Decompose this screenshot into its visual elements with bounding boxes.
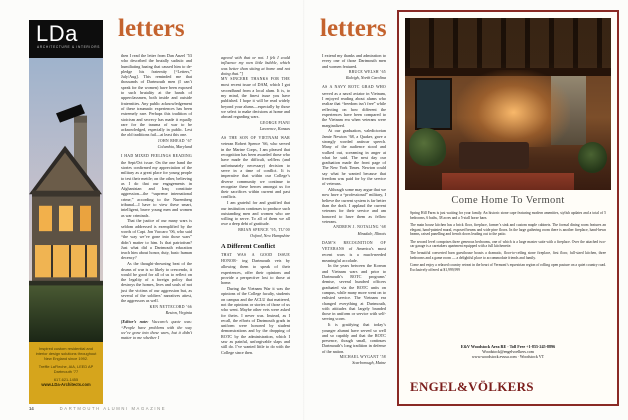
- signature-place: Columbia, Maryland: [157, 144, 192, 150]
- ad-paragraph: Spring Hill Farm is just waiting for your family. An historic stone cape featuring modern amenities, stylish updates and a total of 5 bedrooms, 6 baths, 38 acres and a 5-stall horse barn.: [410, 211, 606, 220]
- ad-paragraph: The beautiful converted barn guesthouse boasts a dramatic, floor-to-ceiling stone fireplace, first floor, full-sized kitchen, three bedrooms and a game room — a delightful place to accommodate friends and family.: [410, 251, 606, 261]
- letter-paragraph: AS THE SON OF VIETNAM WAR veteran Robert Spence ’66, who served in the Marine Corps, I am pleased that recognition has been awarded those who have made the difficult, selfless (and unfortunately necessary) decision to serve in a time of conflict. It is imperative that within our College’s diverse community we continue to recognize these heroes amongst us for their sacrifices within current and past conflicts.: [221, 136, 290, 200]
- ad-paragraph: The second level comprises three generous bedrooms, one of which is a large master suite with a fireplace. Over the attached two-car garage is a caretakers apartment equipped with a full kitchenette.: [410, 239, 606, 249]
- lda-tagline: ARCHITECTURE & INTERIORS: [37, 45, 101, 49]
- letters-column-3: [322, 53, 386, 370]
- ad-email: Woodstock@engelvoelkers.com: [482, 349, 534, 355]
- ad-headline: Come Home To Vermont: [451, 195, 565, 206]
- ad-website: www.woodstock.evusa.com · Woodstock VT: [471, 354, 545, 360]
- letter-paragraph: DAM’S RECOGNITION OF VETERANS of America’s most recent wars is a much-needed meaningful accolade.: [322, 240, 386, 263]
- engel-voelkers-advertisement: [397, 10, 619, 406]
- signature-place: Scarborough, Maine: [352, 360, 386, 366]
- sofa: [459, 142, 529, 170]
- ad-contact-line: E&V Woodstock Area RE · Toll Free +1-855-245-8896: [460, 344, 556, 349]
- signature-name: JOHN RHEAD ’67: [158, 138, 192, 143]
- letters-heading-right: letters: [320, 15, 387, 42]
- window: [417, 80, 450, 128]
- ad-body-copy: [410, 211, 606, 275]
- ad-paragraph: Come and enjoy a relaxed country retreat in the heart of Vermont’s equestrian region of rolling open pasture on a quiet country road. Exclusively offered at $1,999,999: [410, 263, 606, 273]
- letter-paragraph: During the Vietnam War it was the opinions of the College faculty, students on campus and the ACLU that mattered, not the opinions or stories of those of us who went. Maybe other vets were asked for theirs. I never was. Instead, as I recall, the efforts of Dartmouth grads in uniform were honored by student demonstrations and by the dropping of ROTC by the administration, which I saw as painful, unforgivable slaps and still do. I’ve wanted little to do with the College since then.: [221, 286, 290, 355]
- letters-heading-left: letters: [118, 15, 185, 42]
- letter-paragraph: AS A NAVY ROTC GRAD WHO served as a naval aviator in Vietnam, I enjoyed reading about alums who realize that “freedom isn’t free” while reflecting on how different the experiences have been compared to the Vietnam era when veterans were marginalized.: [322, 85, 386, 128]
- signature-name: GEORGE PIANI: [259, 120, 290, 125]
- signature-place: Reston, Virginia: [165, 309, 192, 315]
- plant: [578, 142, 607, 173]
- lda-logo: LDa: [36, 21, 78, 46]
- editors-note: [Editor’s note: Vaccaro’s quote was: “People have problems with the way we’ve gone into these wars, but it didn’t matter to me whether I: [121, 319, 192, 341]
- red-rug: [442, 173, 574, 190]
- signature-place: Hinsdale, Illinois: [357, 230, 386, 236]
- signature-name: ANDREW J. NOTALING ’68: [333, 225, 386, 230]
- letter-paragraph: I HAD MIXED FEELINGS READING the Sept/Oct issue. On the one hand the stories confirmed my appreciation of the military as a great place for young people to test their mettle; on the other, believing as I do that our engagements in Afghanistan and Iraq constitute aggression—the “supreme international crime,” according to the Nuremberg tribunal—I have to view these smart, intelligent, brave young men and women as war criminals.: [121, 154, 192, 218]
- letter-paragraph: That the justice of our many wars is seldom addressed is exemplified by the words of Capt. Jon Vaccaro ’06, who said “the way we’ve gone into those wars” didn’t matter to him. Is that patriotism? Just what did a Dartmouth education teach him about honor, duty, basic human decency?: [121, 218, 192, 261]
- letter-paragraph: Although some may argue that we now have a “professional” military, I believe the current system is far better than the draft. I applaud the current veterans for their service and am honored to have them as fellow veterans.: [322, 187, 386, 224]
- signature-name: BRIAN SPENCE ’95, TU’00: [238, 227, 290, 232]
- page-footer: [29, 406, 166, 411]
- letter-subheading: A Different Conflict: [221, 242, 276, 250]
- lda-contact-school: Dartmouth ’77: [53, 369, 79, 374]
- signature-place: Oxford, New Hampshire: [250, 233, 290, 238]
- letter-signature: [322, 70, 386, 81]
- signature-place: Raleigh, North Carolina: [346, 75, 386, 81]
- vermont-interior-photo: [405, 18, 611, 190]
- letter-paragraph: I am grateful for and gratified that our institution continues to produce such outstanding men and women who are willing to serve. To all of them we all owe a deep debt of gratitude.: [221, 200, 290, 227]
- lda-contact-name: Treffle LaFleche, AIA, LEED AP: [38, 364, 94, 369]
- letter-signature: [221, 228, 290, 239]
- lda-phone: 617-621-1455: [53, 377, 79, 382]
- signature-place: Lawrence, Kansas: [259, 125, 290, 131]
- lda-blurb: Inspired custom residential and interior design solutions throughout New England since 1992.: [35, 346, 97, 361]
- lda-website: www.LDa-Architects.com: [41, 382, 91, 387]
- letter-paragraph: As the thought-drowning beat of the drums of war is so likely to crescendo, it would be good for all of us to reflect on the legality of a foreign policy that destroys the homes, lives and souls of not just the victims of our aggression but, as several of the soldiers’ narratives attest, the aggressors as well.: [121, 261, 192, 304]
- warm-light-glow: [457, 70, 570, 147]
- letter-signature: [221, 121, 290, 132]
- letter-signature: [322, 355, 386, 366]
- lda-logo-block: [29, 20, 103, 58]
- letter-paragraph: It is gratifying that today’s younger alumni have served so well and so capably and that the ROTC presence, though small, continues Dartmouth’s long tradition in defense of the nation.: [322, 322, 386, 354]
- letter-paragraph: I extend my thanks and admiration to every one of those Dartmouth men and women featured.: [322, 53, 386, 69]
- letter-paragraph: MY SINCERE THANKS FOR THE most recent issue of DAM, which I got secondhand from a local alum. It is, to my mind, the finest issue you have published. I hope it will be read widely beyond your alums—especially by those we select to make decisions at home and abroad regarding wars.: [221, 77, 290, 120]
- lda-info-box: [29, 342, 103, 404]
- letter-signature: [121, 139, 192, 150]
- letter-paragraph: then I read the letter from Dan Anzel ’53 who described the brutally sadistic and humiliating hazing that caused him to de-pledge his fraternity [“Letters,” July/Aug]. This reminded me that thousands of Dartmouth men (I can’t speak for the women) have been exposed to such brutality at the hands of upperclassmen, both inside and outside fraternities. Any public acknowledgement of these traumatic experiences has been extremely rare. Perhaps this tradition of stoicism and secrecy has made it equally rare for the trauma of war to be acknowledged, especially in public. Lest the old traditions fail—at least this one.: [121, 53, 192, 138]
- ad-contact-block: [407, 344, 609, 359]
- signature-name: MICHAEL WYGANT ’58: [339, 355, 386, 360]
- timber-ceiling: [405, 18, 611, 70]
- signature-name: BRUCE WELSH ’65: [348, 69, 386, 74]
- letters-column-1: [121, 53, 192, 340]
- letter-paragraph: THAT WAS A GOOD ISSUE HONOR- ing Dartmouth vets by allowing them to speak of their experiences, offer their opinions and provide a perspective lost to those at home.: [221, 252, 290, 286]
- ad-paragraph: The main house kitchen has a brick floor, fireplace, farmer’s sink and custom maple cabinets. The formal dining room features an elegant, hand-painted mural, exposed beams and wide pine floors. In the large gathering room there is another fireplace, hand-hewn beams, raised panelling and french doors leading out to the patio.: [410, 222, 606, 237]
- letter-paragraph: At our graduation, valedictorian Jamie Newton ’68, a Quaker, gave a strongly worded antiwar speech. Many of the audience stood and walked out, screaming in anger at what he said. The next day our graduation made the front page of The New York Times. Newton could say what he wanted because that freedom was paid for by the service of veterans.: [322, 128, 386, 187]
- page-number: 14: [29, 406, 34, 411]
- letters-column-2: [221, 53, 290, 355]
- engel-voelkers-logo: ENGEL&VÖLKERS: [410, 379, 534, 394]
- letter-signature: [121, 305, 192, 316]
- editors-note: agreed with that or not. I felt I could influence my own little bubble, which was better than sitting at home and not doing that.”]: [221, 55, 290, 76]
- lda-advertisement: [29, 20, 103, 404]
- plant: [409, 128, 446, 166]
- signature-name: KEN NETTECORD ’66: [149, 304, 192, 309]
- letter-paragraph: In the years between the Korean and Vietnam wars and prior to Dartmouth’s ROTC programs’ demise, several hundred officers graduated via the ROTC units on campus, while many more went on to enlisted service. The Vietnam era changed everything at Dartmouth, with attitudes that largely branded those in uniform or service with self-serving scorn.: [322, 263, 386, 322]
- page-gutter: [303, 0, 305, 420]
- house-dusk-photo: [29, 58, 103, 342]
- letter-signature: [322, 225, 386, 236]
- magazine-name: DARTMOUTH ALUMNI MAGAZINE: [59, 406, 167, 411]
